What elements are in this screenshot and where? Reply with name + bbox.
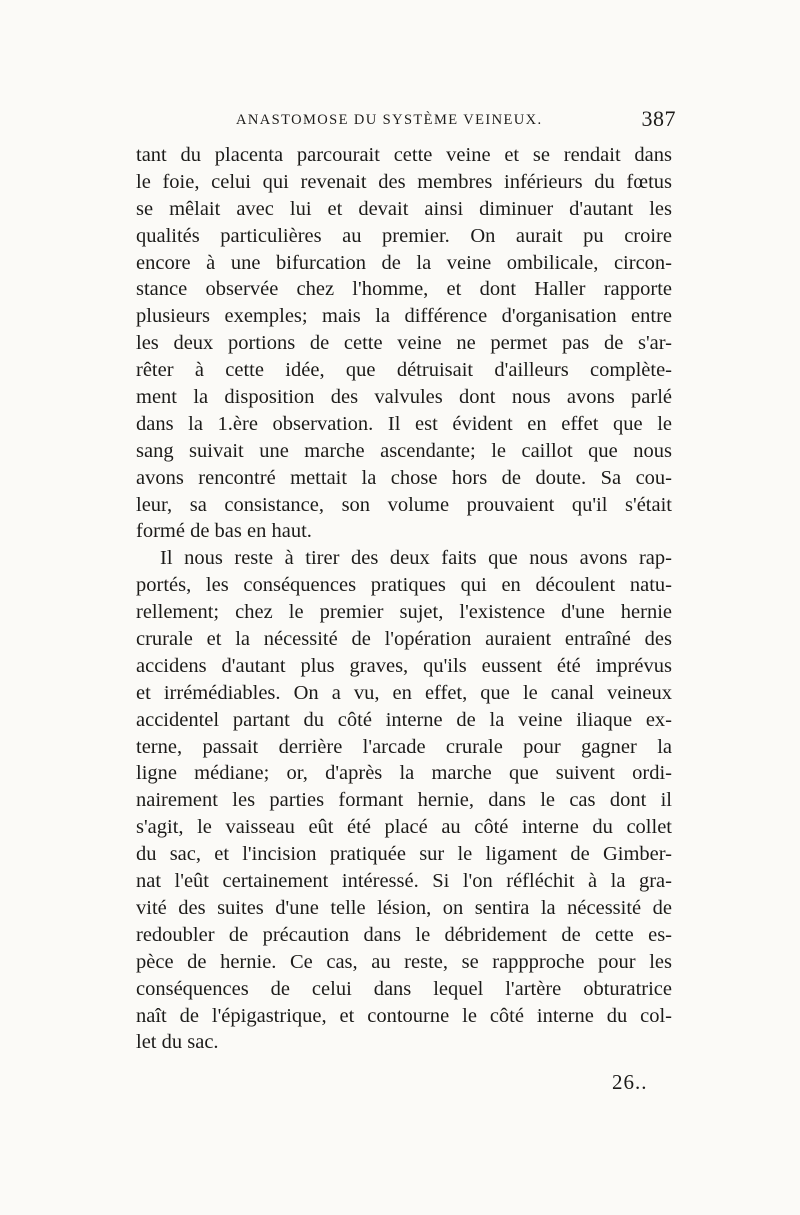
- page-number: 387: [641, 106, 676, 131]
- text-line: encore à une bifurcation de la veine ombilicale, circon-: [136, 251, 672, 274]
- text-line: du sac, et l'incision pratiquée sur le ligament de Gimber-: [136, 843, 672, 866]
- text-line: ment la disposition des valvules dont nous avons parlé: [136, 386, 672, 409]
- text-line: portés, les conséquences pratiques qui en découlent natu-: [136, 574, 672, 597]
- signature-mark: 26..: [612, 1070, 648, 1094]
- running-title: ANASTOMOSE DU SYSTÈME VEINEUX.: [236, 112, 543, 128]
- text-line: les deux portions de cette veine ne permet pas de s'ar-: [136, 332, 672, 355]
- text-line: avons rencontré mettait la chose hors de doute. Sa cou-: [136, 466, 672, 489]
- text-line: vité des suites d'une telle lésion, on sentira la nécessité de: [136, 896, 672, 919]
- text-line: tant du placenta parcourait cette veine et se rendait dans: [136, 144, 672, 166]
- text-line: se mêlait avec lui et devait ainsi diminuer d'autant les: [136, 197, 672, 220]
- text-line: ligne médiane; or, d'après la marche que suivent ordi-: [136, 762, 672, 785]
- text-line: sang suivait une marche ascendante; le caillot que nous: [136, 439, 672, 462]
- page-header: [236, 106, 676, 134]
- text-line: pèce de hernie. Ce cas, au reste, se rappproche pour les: [136, 950, 672, 973]
- text-line: qualités particulières au premier. On aurait pu croire: [136, 224, 672, 247]
- text-line: let du sac.: [136, 1031, 219, 1054]
- text-line: rellement; chez le premier sujet, l'existence d'une hernie: [136, 601, 672, 624]
- page-body: [136, 142, 672, 1056]
- text-line: stance observée chez l'homme, et dont Haller rapporte: [136, 278, 672, 301]
- text-line: rêter à cette idée, que détruisait d'ailleurs complète-: [136, 359, 672, 382]
- paragraph: [136, 545, 672, 1056]
- text-line: nairement les parties formant hernie, dans le cas dont il: [136, 789, 672, 812]
- text-line: accidens d'autant plus graves, qu'ils eussent été imprévus: [136, 654, 672, 677]
- text-line: conséquences de celui dans lequel l'artère obturatrice: [136, 977, 672, 1000]
- paragraph: [136, 142, 672, 545]
- text-line: formé de bas en haut.: [136, 520, 312, 543]
- text-line: et irrémédiables. On a vu, en effet, que le canal veineux: [136, 681, 672, 704]
- text-line: leur, sa consistance, son volume prouvaient qu'il s'était: [136, 493, 672, 516]
- text-line: crurale et la nécessité de l'opération auraient entraîné des: [136, 628, 672, 651]
- text-line: le foie, celui qui revenait des membres inférieurs du fœtus: [136, 170, 672, 193]
- text-line: dans la 1.ère observation. Il est évident en effet que le: [136, 412, 672, 435]
- text-line: plusieurs exemples; mais la différence d'organisation entre: [136, 305, 672, 328]
- text-line: nat l'eût certainement intéressé. Si l'on réfléchit à la gra-: [136, 870, 672, 893]
- text-line: naît de l'épigastrique, et contourne le côté interne du col-: [136, 1004, 672, 1027]
- text-line: s'agit, le vaisseau eût été placé au côté interne du collet: [136, 816, 672, 839]
- text-line: Il nous reste à tirer des deux faits que nous avons rap-: [160, 547, 672, 570]
- text-line: redoubler de précaution dans le débridement de cette es-: [136, 923, 672, 946]
- text-line: terne, passait derrière l'arcade crurale pour gagner la: [136, 735, 672, 758]
- text-line: accidentel partant du côté interne de la veine iliaque ex-: [136, 708, 672, 731]
